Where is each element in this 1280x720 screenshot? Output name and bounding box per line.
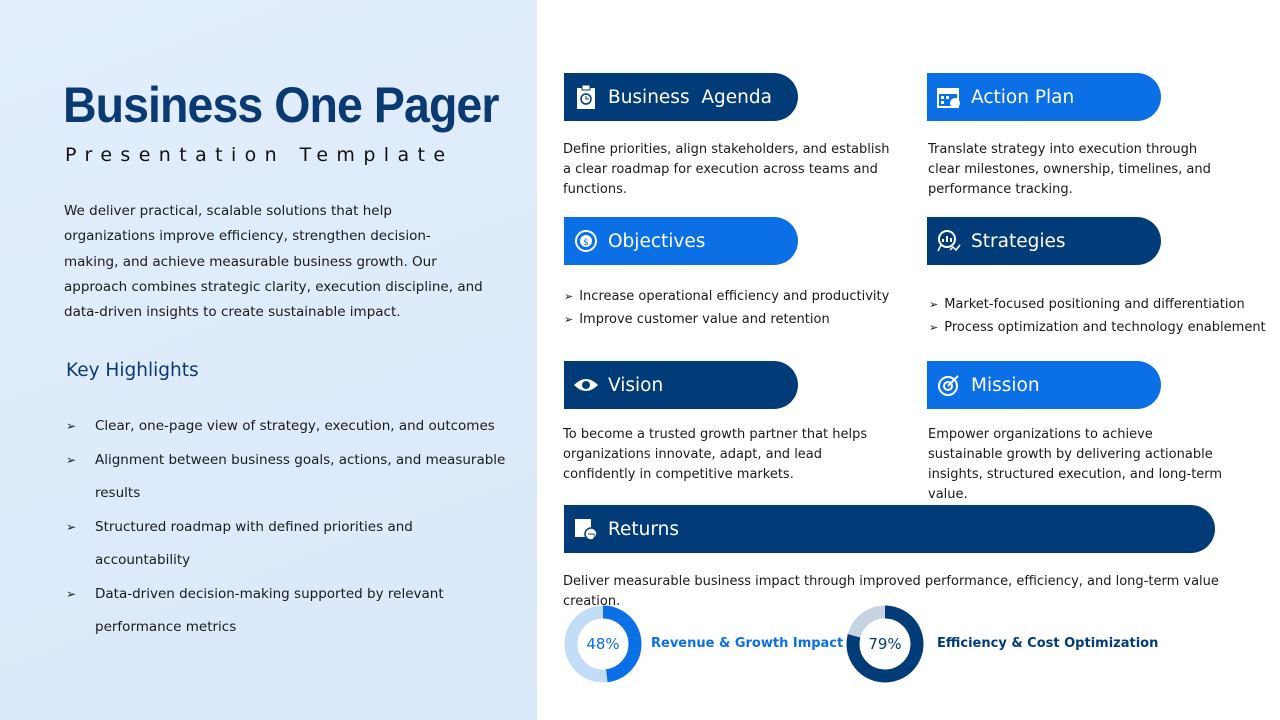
section-title: Mission — [971, 374, 1040, 396]
list-item: ➢ Increase operational efficiency and productivity — [564, 285, 889, 308]
action-plan-text: Translate strategy into execution through clear milestones, ownership, timelines, and performance tracking. — [928, 142, 1211, 197]
page-subtitle: Presentation Template — [65, 144, 454, 166]
eye-icon — [564, 376, 608, 394]
efficiency-percent: 79% — [868, 635, 902, 653]
strategies-header — [927, 217, 1161, 265]
business-agenda-header — [564, 73, 798, 121]
section-title: Vision — [608, 374, 664, 396]
magnifier-chart-icon — [927, 229, 971, 253]
list-item — [66, 578, 506, 645]
list-item — [66, 511, 506, 578]
intro-text: We deliver practical, scalable solutions that help organizations improve efficiency, strengthen decision-making, and achieve measurable business growth. Our approach combines strategic clarity, execution discipline, and data-driven insights to create sustainable impact. — [64, 203, 483, 321]
section-title: Business Agenda — [608, 86, 772, 108]
section-title: Action Plan — [971, 86, 1075, 108]
svg-text:$: $ — [583, 238, 589, 248]
list-item — [66, 444, 506, 511]
arrow-bullet-icon: ➢ — [66, 519, 77, 534]
calendar-icon — [927, 85, 971, 109]
revenue-percent: 48% — [586, 635, 620, 653]
returns-header — [564, 505, 1215, 553]
arrow-bullet-icon: ➢ — [66, 419, 77, 433]
highlight-text: Data-driven decision-making supported by relevant performance metrics — [95, 585, 444, 635]
section-title: Objectives — [608, 230, 706, 252]
objectives-header — [564, 217, 798, 265]
highlights-list — [66, 410, 506, 645]
vision-text: To become a trusted growth partner that helps organizations innovate, adapt, and lead confidently in competitive markets. — [563, 427, 868, 482]
clipboard-icon — [564, 84, 608, 110]
highlight-text: Clear, one-page view of strategy, execution, and outcomes — [95, 418, 495, 434]
arrow-bullet-icon: ➢ — [66, 586, 77, 601]
highlight-text: Alignment between business goals, actions, and measurable results — [95, 451, 506, 501]
list-item — [66, 410, 506, 444]
page-title: Business One Pager — [63, 77, 499, 133]
arrow-bullet-icon: ➢ — [66, 452, 77, 467]
list-item: ➢ Process optimization and technology enablement — [929, 316, 1266, 339]
mission-header — [927, 361, 1161, 409]
efficiency-label: Efficiency & Cost Optimization — [937, 636, 1159, 651]
list-item: ➢ Improve customer value and retention — [564, 308, 889, 331]
action-plan-header — [927, 73, 1161, 121]
objectives-list — [564, 285, 889, 331]
target-arrow-icon — [927, 373, 971, 397]
strategies-list — [929, 293, 1266, 339]
target-dollar-icon — [564, 229, 608, 253]
agenda-text: Define priorities, align stakeholders, and establish a clear roadmap for execution across teams and functions. — [563, 142, 890, 197]
highlight-text: Structured roadmap with defined priorities and accountability — [95, 518, 413, 568]
section-title: Strategies — [971, 230, 1066, 252]
section-title: Returns — [608, 518, 680, 540]
mission-text: Empower organizations to achieve sustainable growth by delivering actionable insights, structured execution, and long-term value. — [928, 427, 1223, 502]
list-item: ➢ Market-focused positioning and differentiation — [929, 293, 1266, 316]
box-return-icon — [564, 517, 608, 541]
returns-text: Deliver measurable business impact through improved performance, efficiency, and long-term value creation. — [563, 574, 1219, 609]
vision-header — [564, 361, 798, 409]
key-highlights-heading: Key Highlights — [66, 360, 199, 381]
revenue-label: Revenue & Growth Impact — [651, 636, 844, 651]
